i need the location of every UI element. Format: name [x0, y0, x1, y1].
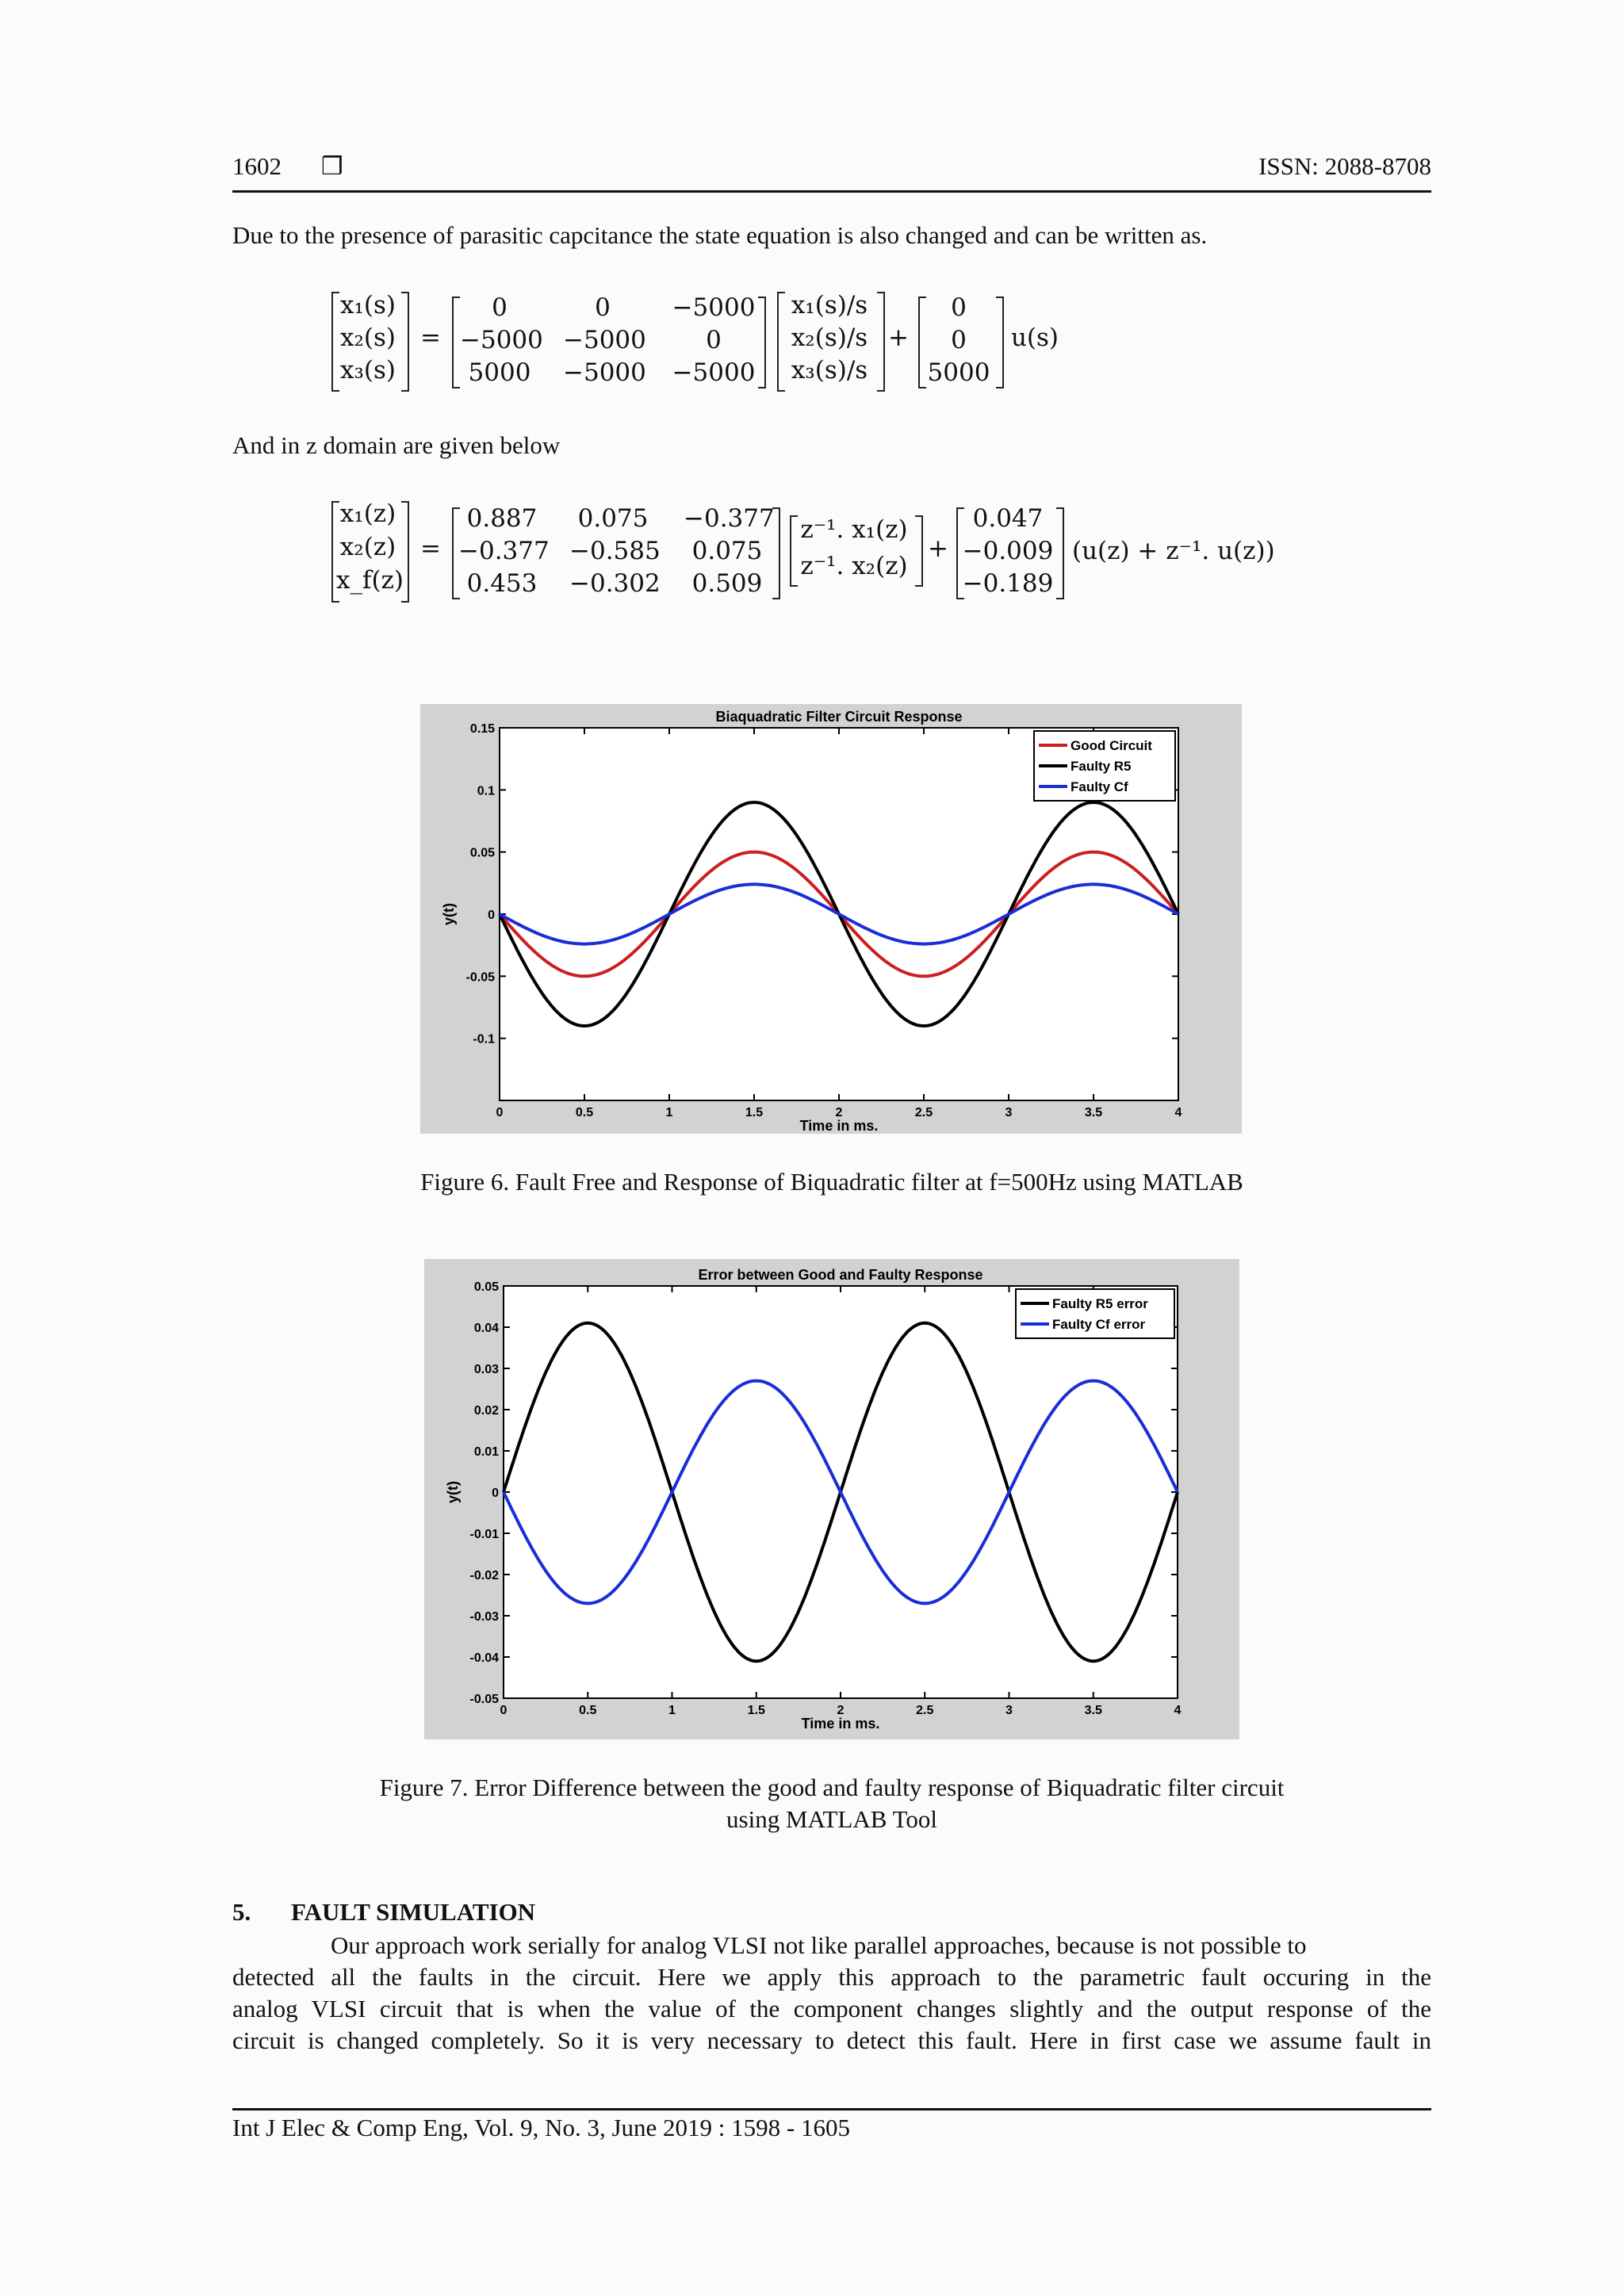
y-tick-label: 0.05	[473, 1280, 499, 1294]
y-tick-label: 0.15	[469, 722, 495, 736]
x-tick-label: 3	[1005, 1106, 1013, 1119]
page-number: 1602	[232, 152, 282, 180]
section-line-4: circuit is changed completely. So it is very necessary to detect this fault. Here in first case we assume fault in	[232, 2026, 1431, 2054]
x-tick-label: 0	[500, 1704, 508, 1717]
x-tick-label: 1	[665, 1106, 673, 1119]
legend-label: Faulty R5	[1071, 759, 1132, 774]
figure-6-chart	[420, 704, 1242, 1134]
x-tick-label: 0.5	[575, 1106, 594, 1119]
section-line-3: analog VLSI circuit that is when the value of the component changes slightly and the output response of the	[232, 1995, 1431, 2022]
legend-label: Faulty Cf	[1071, 779, 1128, 794]
x-tick-label: 1.5	[745, 1106, 764, 1119]
issn: ISSN: 2088-8708	[1258, 152, 1431, 180]
y-tick-label: -0.03	[469, 1610, 499, 1624]
section-line-2: detected all the faults in the circuit. Here we apply this approach to the parametric fault occuring in the	[232, 1963, 1431, 1991]
x-axis-label: Time in ms.	[801, 1716, 880, 1732]
x-tick-label: 4	[1174, 1704, 1182, 1717]
y-axis-label: y(t)	[441, 903, 457, 925]
y-tick-label: -0.02	[469, 1569, 499, 1582]
y-tick-label: -0.04	[469, 1651, 499, 1665]
y-axis-label: y(t)	[445, 1481, 461, 1503]
x-tick-label: 0	[496, 1106, 504, 1119]
x-tick-label: 2	[837, 1704, 845, 1717]
y-tick-label: -0.1	[473, 1032, 495, 1047]
y-tick-label: -0.05	[469, 1693, 499, 1706]
y-tick-label: 0.01	[473, 1445, 499, 1459]
section-title: FAULT SIMULATION	[291, 1898, 536, 1926]
section-number: 5.	[232, 1898, 251, 1926]
legend-label: Faulty R5 error	[1052, 1296, 1148, 1311]
legend-label: Good Circuit	[1071, 738, 1152, 753]
box-icon: ❒	[321, 152, 343, 181]
x-tick-label: 0.5	[579, 1704, 597, 1717]
y-tick-label: -0.05	[465, 970, 495, 985]
footer-citation: Int J Elec & Comp Eng, Vol. 9, No. 3, June 2019 : 1598 - 1605	[232, 2114, 850, 2141]
y-tick-label: 0	[488, 909, 495, 922]
chart-title: Error between Good and Faulty Response	[698, 1267, 983, 1283]
y-tick-label: 0.04	[473, 1322, 499, 1335]
x-tick-label: 4	[1174, 1106, 1182, 1119]
x-tick-label: 1.5	[747, 1704, 765, 1717]
figure-7-caption-line-1: Figure 7. Error Difference between the good and faulty response of Biquadratic filter circuit	[379, 1774, 1285, 1801]
section-line-1: Our approach work serially for analog VLSI not like parallel approaches, because is not possible to	[331, 1931, 1307, 1959]
y-tick-label: 0.03	[473, 1363, 499, 1376]
figure-7-chart	[424, 1259, 1239, 1739]
footer-rule	[232, 2108, 1431, 2110]
figure-6-caption: Figure 6. Fault Free and Response of Biquadratic filter at f=500Hz using MATLAB	[420, 1168, 1243, 1196]
y-tick-label: 0.1	[477, 784, 495, 798]
y-tick-label: 0.02	[473, 1404, 499, 1418]
y-tick-label: -0.01	[469, 1528, 499, 1541]
x-axis-label: Time in ms.	[799, 1118, 879, 1134]
equation-2: x₁(z) x₂(z) x_f(z) = 0.887 0.075 −0.377 −0.377 −0.585 0.075 0.453 −0.302 0.509 z⁻¹. x₁(z) z⁻¹. x₂(z) + 0.047 −0.009 −0.189 (u(z) + z⁻¹. u(z))	[0, 0, 1624, 618]
x-tick-label: 2.5	[916, 1704, 934, 1717]
legend-label: Faulty Cf error	[1052, 1317, 1146, 1332]
x-tick-label: 1	[668, 1704, 676, 1717]
equation-1: x₁(s) x₂(s) x₃(s) = 0 0 −5000 −5000 −5000 0 5000 −5000 −5000 x₁(s)/s x₂(s)/s x₃(s)/s + 0 0 5000 u(s)	[0, 0, 1624, 412]
y-tick-label: 0.05	[469, 846, 495, 860]
y-tick-label: 0	[492, 1487, 499, 1500]
x-tick-label: 3.5	[1084, 1704, 1102, 1717]
x-tick-label: 2.5	[914, 1106, 933, 1119]
x-tick-label: 3	[1005, 1704, 1013, 1717]
z-domain-text: And in z domain are given below	[232, 431, 561, 459]
figure-7-caption-line-2: using MATLAB Tool	[726, 1805, 937, 1833]
chart-title: Biaquadratic Filter Circuit Response	[715, 709, 963, 725]
intro-text: Due to the presence of parasitic capcitance the state equation is also changed and can be written as.	[232, 221, 1208, 249]
x-tick-label: 3.5	[1084, 1106, 1103, 1119]
x-tick-label: 2	[835, 1106, 843, 1119]
